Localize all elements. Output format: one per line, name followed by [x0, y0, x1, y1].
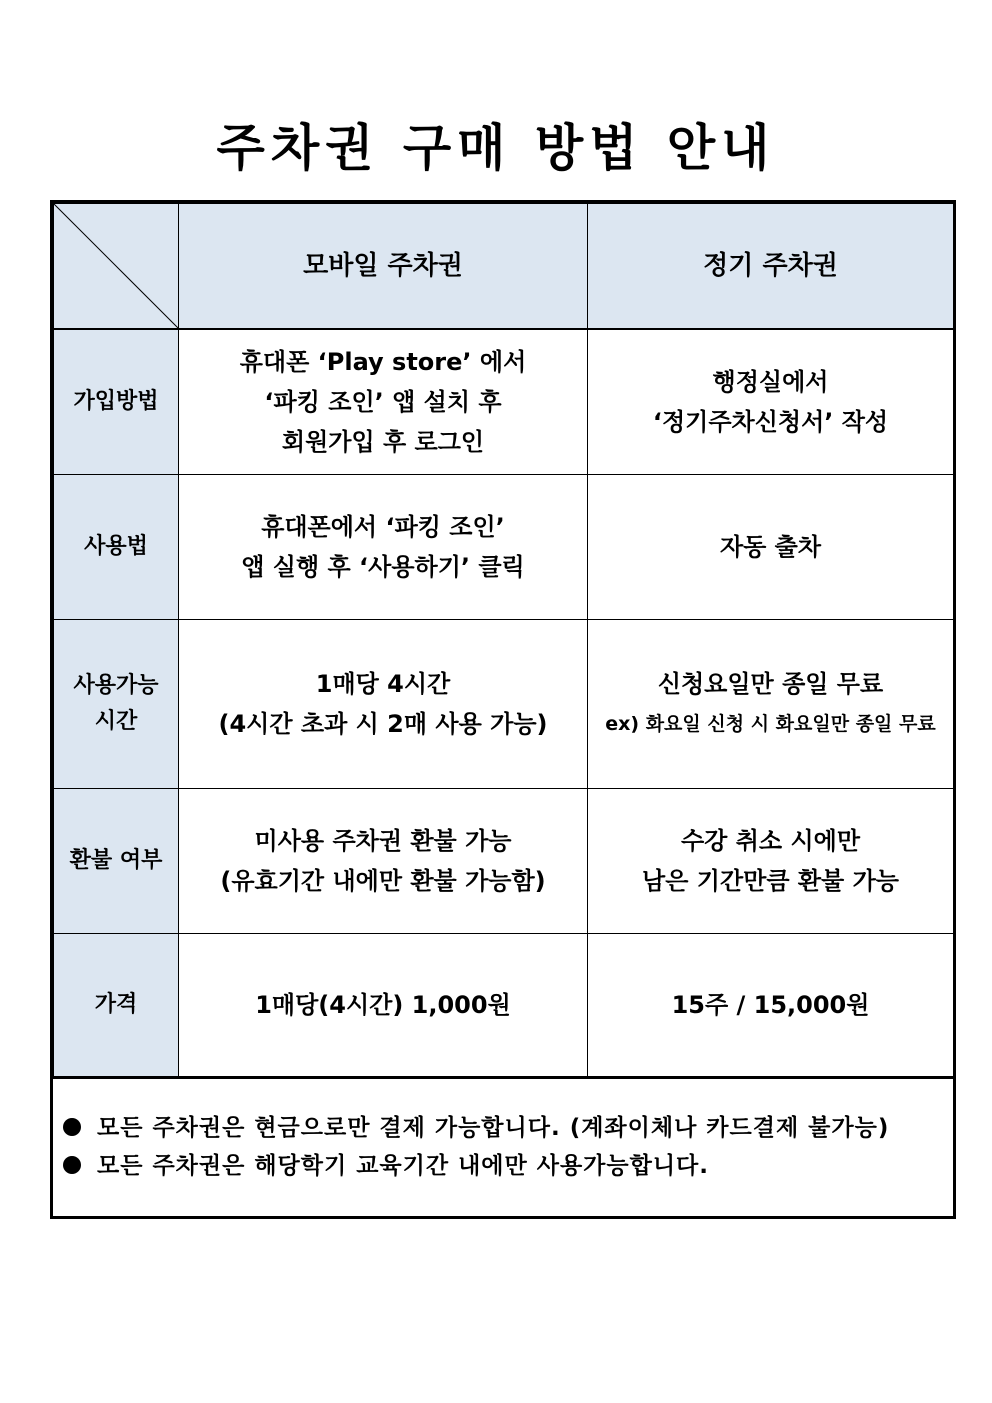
regular-cell: 행정실에서 ‘정기주차신청서’ 작성 — [588, 329, 954, 475]
mobile-cell: 미사용 주차권 환불 가능 (유효기간 내에만 환불 가능함) — [179, 789, 588, 934]
bullet-icon — [63, 1156, 81, 1174]
mobile-cell: 휴대폰에서 ‘파킹 조인’ 앱 실행 후 ‘사용하기’ 클릭 — [179, 475, 588, 620]
mobile-cell: 1매당 4시간 (4시간 초과 시 2매 사용 가능) — [179, 620, 588, 789]
regular-cell: 자동 출차 — [588, 475, 954, 620]
row-label: 사용법 — [54, 475, 179, 620]
row-label: 가격 — [54, 934, 179, 1077]
info-frame — [50, 200, 956, 1219]
diagonal-line — [54, 204, 179, 329]
table-row — [54, 934, 954, 1077]
mobile-cell: 1매당(4시간) 1,000원 — [179, 934, 588, 1077]
notes-box — [53, 1076, 953, 1216]
table-row — [54, 620, 954, 789]
table-header-row — [54, 204, 954, 329]
bullet-icon — [63, 1118, 81, 1136]
regular-cell: 수강 취소 시에만 남은 기간만큼 환불 가능 — [588, 789, 954, 934]
regular-cell: 신청요일만 종일 무료 ex) 화요일 신청 시 화요일만 종일 무료 — [588, 620, 954, 789]
table-row — [54, 329, 954, 475]
parking-table — [53, 203, 954, 1077]
table-row — [54, 789, 954, 934]
row-label: 사용가능 시간 — [54, 620, 179, 789]
table-row — [54, 475, 954, 620]
note-item: 모든 주차권은 현금으로만 결제 가능합니다. (계좌이체나 카드결제 불가능) — [63, 1109, 953, 1147]
row-label: 가입방법 — [54, 329, 179, 475]
note-item: 모든 주차권은 해당학기 교육기간 내에만 사용가능합니다. — [63, 1147, 953, 1185]
regular-cell: 15주 / 15,000원 — [588, 934, 954, 1077]
mobile-cell: 휴대폰 ‘Play store’ 에서 ‘파킹 조인’ 앱 설치 후 회원가입 후 로그인 — [179, 329, 588, 475]
page-title: 주차권 구매 방법 안내 — [216, 119, 776, 177]
row-label: 환불 여부 — [54, 789, 179, 934]
column-header-mobile: 모바일 주차권 — [179, 204, 588, 329]
column-header-regular: 정기 주차권 — [588, 204, 954, 329]
corner-cell — [54, 204, 179, 329]
